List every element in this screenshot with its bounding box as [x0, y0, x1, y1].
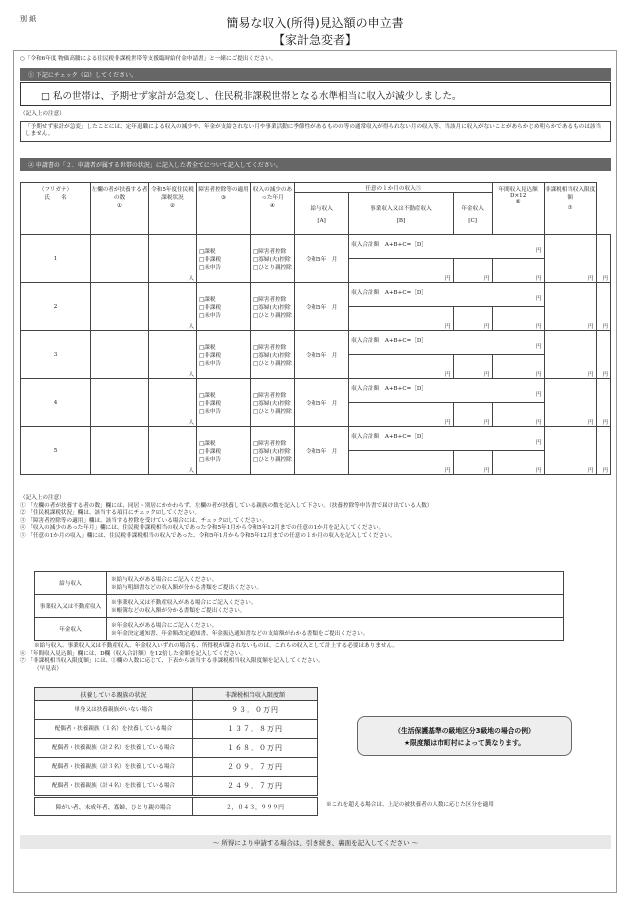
col-income-sub [349, 193, 453, 235]
limit-input[interactable] [596, 379, 610, 427]
row-number [21, 379, 91, 427]
limits-status: 配偶者・扶養親族（計２名）を扶養している場合 [35, 739, 193, 758]
unit-yen: 円 [484, 324, 490, 330]
note1-head: （記入上の注意） [20, 111, 65, 117]
notes3 [20, 643, 611, 673]
reduction-month-input[interactable] [295, 235, 349, 283]
reduction-month-input[interactable] [295, 331, 349, 379]
unit-yen: 円 [536, 439, 542, 446]
ym-text: 令和5年 月 [305, 352, 338, 359]
col-number: ① [116, 203, 122, 209]
tax-checkbox[interactable]: □課税 [199, 440, 216, 447]
unit-yen: 円 [588, 372, 594, 378]
tax-checkbox[interactable]: □課税 [199, 344, 216, 351]
disability-checks[interactable] [251, 235, 295, 283]
total-label: 収入合計額 A+B+C=［D］ [351, 241, 427, 248]
limits-row [35, 758, 318, 777]
dependents-input[interactable] [149, 379, 197, 427]
limits-value: ２４９．７万円 [193, 777, 318, 796]
tax-status-checks[interactable] [197, 427, 251, 475]
tax-status-checks[interactable] [197, 283, 251, 331]
sudden-change-checkbox[interactable]: □ 私の世帯は、予期せず家計が急変し、住民税非課税世帯となる水準相当に収入が減少しました。 [20, 82, 611, 106]
notes2-line: ⑤ 「任意の1か月の収入」欄には、住民税非課税相当の収入であった、令和5年1月から令和5年12月までの任意の１か月の収入を記入してください。 [20, 532, 396, 539]
unit-nin: 人 [188, 420, 194, 426]
unit-yen: 円 [536, 324, 542, 330]
col-income-sub [295, 193, 349, 235]
tax-status-checks[interactable] [197, 379, 251, 427]
unit-yen: 円 [602, 324, 608, 330]
limits-status: 単身又は扶養親族がいない場合 [35, 701, 193, 720]
deduction-checkbox[interactable]: □障害者控除 [253, 392, 287, 399]
row-number [21, 283, 91, 331]
tax-checkbox[interactable]: □非課税 [199, 304, 222, 311]
deduction-checkbox[interactable]: □寡婦(夫)控除 [253, 352, 291, 359]
income-notes-table [34, 571, 564, 641]
business-input[interactable] [453, 403, 492, 427]
income-total-input[interactable] [349, 331, 544, 355]
page-title: 簡易な収入(所得)見込額の申立書 [226, 16, 404, 30]
reduction-month-input[interactable] [295, 283, 349, 331]
note1-body: 「予期せず家計が急変」したことには、定年退職による収入の減少や、年金が支給されない月や事業活動に季節性があるものの等の通常収入が得られない月の収入等、当該月に収入がないことがあらかじめ明らかであるものは該当しません。 [20, 121, 611, 142]
salary-input[interactable] [349, 451, 453, 475]
name-input[interactable] [91, 379, 149, 427]
col-income-sub [453, 193, 492, 235]
unit-yen: 円 [484, 372, 490, 378]
table-row [21, 331, 611, 355]
notes2-line: ① 「左欄の者が扶養する者の数」欄には、同居・別居にかかわらず、左欄の者が扶養している親族の数を記入して下さい。（扶養控除等申告書で届け出ている人数） [20, 502, 433, 509]
dependents-input[interactable] [149, 331, 197, 379]
disability-checks[interactable] [251, 379, 295, 427]
tax-checkbox[interactable]: □非課税 [199, 448, 222, 455]
notes2 [20, 495, 611, 540]
ym-text: 令和5年 月 [305, 256, 338, 263]
limits-row [35, 720, 318, 739]
table-row [21, 283, 611, 307]
pension-input[interactable] [492, 451, 544, 475]
income-type: 年金収入 [35, 618, 107, 641]
tax-checkbox[interactable]: □未申告 [199, 360, 222, 367]
unit-yen: 円 [602, 372, 608, 378]
unit-yen: 円 [536, 247, 542, 254]
unit-yen: 円 [588, 468, 594, 474]
salary-input[interactable] [349, 259, 453, 283]
income-note-a: ※年金収入がある場合にご記入ください。 [111, 623, 218, 629]
limits-header-status: 扶養している親族の状況 [35, 688, 193, 701]
salary-input[interactable] [349, 355, 453, 379]
unit-yen: 円 [484, 468, 490, 474]
row-number [21, 235, 91, 283]
tax-checkbox[interactable]: □未申告 [199, 408, 222, 415]
income-type: 事業収入又は不動産収入 [35, 595, 107, 618]
disability-checks[interactable] [251, 427, 295, 475]
limits-table [34, 687, 318, 796]
notes3-line: ⑥ 「年間収入見込額」欄には、D欄（収入合計額）を12倍した金額を記入してください。 [20, 650, 246, 657]
unit-yen: 円 [536, 391, 542, 398]
row-number-text: 4 [53, 399, 58, 406]
col-dependents-header-text: 左欄の者が扶養する者の数 [91, 187, 148, 201]
col-annual-text: 年間収入見込額 [498, 187, 538, 193]
row-number-text: 1 [53, 255, 58, 262]
income-total-input[interactable] [349, 283, 544, 307]
special-note: ※これを超える場合は、上記の被扶養者の人数に応じた区分を適用 [326, 802, 494, 808]
tax-checkbox[interactable]: □課税 [199, 296, 216, 303]
unit-nin: 人 [188, 468, 194, 474]
unit-yen: 円 [588, 420, 594, 426]
deduction-checkbox[interactable]: □ひとり親控除 [253, 312, 292, 319]
income-type: 給与収入 [35, 572, 107, 595]
unit-yen: 円 [602, 420, 608, 426]
income-note-b: ※給与明細書などの収入額が分かる書類をご提出ください。 [111, 585, 263, 591]
col-reduction-month-header-text: 収入の減少のあった年月 [252, 187, 293, 201]
deduction-checkbox[interactable]: □ひとり親控除 [253, 408, 292, 415]
limit-input[interactable] [596, 235, 610, 283]
col-disability-header [197, 183, 251, 235]
tax-checkbox[interactable]: □課税 [199, 248, 216, 255]
special-value: ２，０４３，９９９円 [193, 798, 318, 816]
tax-status-checks[interactable] [197, 331, 251, 379]
income-note [107, 618, 564, 641]
row-number [21, 331, 91, 379]
notes3-line: ⑦ 「非課税相当収入限度額」には、①欄の人数に応じて、下表から該当する非課税相当収入限度額を記入してください。 [20, 658, 324, 665]
income-note-a: ※給与収入がある場合にご記入ください。 [111, 577, 218, 583]
unit-yen: 円 [445, 372, 451, 378]
income-note-b: ※年金決定通知書、年金額改定通知書、年金振込通知書などの支給額がわかる書類をご提出ください。 [111, 631, 369, 637]
tax-status-checks[interactable] [197, 235, 251, 283]
unit-yen: 円 [536, 420, 542, 426]
tax-checkbox[interactable]: □非課税 [199, 400, 222, 407]
limits-row [35, 739, 318, 758]
tax-checkbox[interactable]: □課税 [199, 392, 216, 399]
col-number: ② [169, 203, 175, 209]
col-number: ⑦ [567, 205, 573, 211]
section1-bar: ① 下記にチェック（☑）してください。 [20, 68, 611, 81]
dependents-input[interactable] [149, 283, 197, 331]
name-input[interactable] [91, 283, 149, 331]
limits-row [35, 777, 318, 796]
deduction-checkbox[interactable]: □寡婦(夫)控除 [253, 304, 291, 311]
col-tax-status-header-text: 令和5年度住民税課税状況 [151, 187, 194, 201]
total-label: 収入合計額 A+B+C=［D］ [351, 385, 427, 392]
total-label: 収入合計額 A+B+C=［D］ [351, 433, 427, 440]
col-number: ④ [269, 203, 275, 209]
col-limit-header [544, 183, 596, 235]
disability-checks[interactable] [251, 283, 295, 331]
unit-yen: 円 [536, 343, 542, 350]
limits-value: ２０９．７万円 [193, 758, 318, 777]
unit-yen: 円 [484, 420, 490, 426]
unit-yen: 円 [445, 468, 451, 474]
col-annual-formula: D×12 [509, 193, 527, 199]
annual-income-input[interactable] [544, 427, 596, 475]
col-income-sub-mark: [B] [396, 217, 406, 224]
limits-status: 配偶者・扶養親族（１名）を扶養している場合 [35, 720, 193, 739]
special-status: 障がい者、未成年者、寡婦、ひとり親の場合 [35, 798, 193, 816]
ym-text: 令和5年 月 [305, 400, 338, 407]
business-input[interactable] [453, 307, 492, 331]
notes3-line: （早見表） [34, 665, 62, 672]
row-number-text: 2 [53, 303, 58, 310]
table-row [21, 379, 611, 403]
unit-yen: 円 [536, 468, 542, 474]
row-number-text: 3 [53, 351, 58, 358]
annual-income-input[interactable] [544, 379, 596, 427]
annual-income-input[interactable] [544, 283, 596, 331]
unit-yen: 円 [602, 468, 608, 474]
income-total-input[interactable] [349, 379, 544, 403]
tax-checkbox[interactable]: □未申告 [199, 264, 222, 271]
limits-row [35, 701, 318, 720]
tax-checkbox[interactable]: □未申告 [199, 312, 222, 319]
pension-input[interactable] [492, 355, 544, 379]
limits-status: 配偶者・扶養親族（計４名）を扶養している場合 [35, 777, 193, 796]
row-number [21, 427, 91, 475]
name-input[interactable] [91, 331, 149, 379]
col-income-sub-label: 給与収入 [310, 205, 333, 212]
business-input[interactable] [453, 355, 492, 379]
col-tax-status-header [149, 183, 197, 235]
deduction-checkbox[interactable]: □寡婦(夫)控除 [253, 400, 291, 407]
members-table [20, 182, 611, 475]
deduction-checkbox[interactable]: □障害者控除 [253, 440, 287, 447]
col-number: ⑥ [515, 199, 521, 205]
col-monthly-income-header: 任意の１か月の収入⑤ [295, 183, 493, 193]
col-name-header-text: （フリガナ） [38, 187, 73, 193]
unit-nin: 人 [188, 324, 194, 330]
name-input[interactable] [91, 235, 149, 283]
unit-yen: 円 [536, 372, 542, 378]
col-income-sub-label: 事業収入又は不動産収入 [370, 205, 432, 212]
limit-input[interactable] [596, 331, 610, 379]
note1 [20, 111, 611, 142]
unit-yen: 円 [445, 420, 451, 426]
footer-note: ～ 所得により申請する場合は、引き続き、裏面を記入してください ～ [20, 835, 611, 849]
col-number: ③ [220, 195, 226, 201]
dependents-input[interactable] [149, 427, 197, 475]
unit-yen: 円 [602, 276, 608, 282]
tax-checkbox[interactable]: □非課税 [199, 256, 222, 263]
limit-input[interactable] [596, 427, 610, 475]
total-label: 収入合計額 A+B+C=［D］ [351, 337, 427, 344]
limits-value: １６８．０万円 [193, 739, 318, 758]
special-limit-table [34, 797, 318, 816]
deduction-checkbox[interactable]: □ひとり親控除 [253, 264, 292, 271]
unit-yen: 円 [536, 276, 542, 282]
callout-line2: ★限度額は市町村によって異なります。 [403, 739, 526, 748]
reduction-month-input[interactable] [295, 427, 349, 475]
unit-yen: 円 [588, 276, 594, 282]
income-total-input[interactable] [349, 235, 544, 259]
tax-checkbox[interactable]: □非課税 [199, 352, 222, 359]
row-number-text: 5 [53, 447, 58, 454]
reduction-month-input[interactable] [295, 379, 349, 427]
callout-line1: （生活保護基準の級地区分3級地の場合の例） [394, 727, 535, 735]
pension-input[interactable] [492, 259, 544, 283]
unit-nin: 人 [188, 372, 194, 378]
col-dependents-header [91, 183, 149, 235]
col-disability-header-text: 障害者控除等の適用 [198, 187, 249, 193]
col-income-sub-mark: [C] [468, 217, 477, 224]
notes2-line: ② 「住民税課税状況」欄は、該当する項目にチェック☑してください。 [20, 510, 201, 517]
business-input[interactable] [453, 451, 492, 475]
income-note-b: ※帳簿などの収入額が分かる書類をご提出ください。 [111, 608, 246, 614]
dependents-input[interactable] [149, 235, 197, 283]
deduction-checkbox[interactable]: □ひとり親控除 [253, 456, 292, 463]
table-row [21, 235, 611, 259]
col-limit-text: 非課税相当収入限度額 [544, 187, 596, 201]
deduction-checkbox[interactable]: □寡婦(夫)控除 [253, 256, 291, 263]
col-name-header [21, 183, 91, 235]
notes2-line: ④ 「収入の減少のあった年月」欄には、住民税非課税相当の収入であった令和5年1月から令和5年12月までの任意の1か月を記入してください。 [20, 525, 385, 532]
deduction-checkbox[interactable]: □障害者控除 [253, 296, 287, 303]
pension-input[interactable] [492, 403, 544, 427]
col-reduction-month-header [251, 183, 295, 235]
page-subtitle: 【家計急変者】 [272, 33, 357, 47]
limits-value: ９３．０万円 [193, 701, 318, 720]
table-row [21, 427, 611, 451]
income-note [107, 595, 564, 618]
intro-text: ○「令和6年度 物価高騰による住民税非課税世帯等支援臨時給付金申請書」と一緒にご提出ください。 [20, 56, 277, 62]
example-callout [357, 716, 572, 756]
income-total-input[interactable] [349, 427, 544, 451]
deduction-checkbox[interactable]: □ひとり親控除 [253, 360, 292, 367]
income-note-a: ※事業収入又は不動産収入がある場合にご記入ください。 [111, 600, 257, 606]
deduction-checkbox[interactable]: □寡婦(夫)控除 [253, 448, 291, 455]
limits-value: １３７．８万円 [193, 720, 318, 739]
ym-text: 令和5年 月 [305, 304, 338, 311]
notes2-head: （記入上の注意） [20, 495, 65, 501]
disability-checks[interactable] [251, 331, 295, 379]
ym-text: 令和5年 月 [305, 448, 338, 455]
deduction-checkbox[interactable]: □障害者控除 [253, 248, 287, 255]
col-income-sub-mark: [A] [317, 217, 326, 224]
unit-nin: 人 [188, 276, 194, 282]
unit-yen: 円 [445, 276, 451, 282]
bekki-label: 別 紙 [20, 15, 37, 23]
name-input[interactable] [91, 427, 149, 475]
tax-checkbox[interactable]: □未申告 [199, 456, 222, 463]
notes2-line: ③ 「障害者控除等の適用」欄は、該当する控除を受けている場合には、チェック☑してください。 [20, 517, 268, 524]
limit-input[interactable] [596, 283, 610, 331]
unit-yen: 円 [484, 276, 490, 282]
col-income-sub-label: 年金収入 [461, 205, 484, 212]
pension-input[interactable] [492, 307, 544, 331]
col-annual-header [492, 183, 544, 235]
total-label: 収入合計額 A+B+C=［D］ [351, 289, 427, 296]
col-name-sub: 氏 名 [44, 195, 67, 201]
business-input[interactable] [453, 259, 492, 283]
unit-yen: 円 [445, 324, 451, 330]
limits-status: 配偶者・扶養親族（計３名）を扶養している場合 [35, 758, 193, 777]
salary-input[interactable] [349, 403, 453, 427]
limits-header-value: 非課税相当収入限度額 [193, 688, 318, 701]
section2-bar: ② 申請書の「２．申請者が属する世帯の状況」に記入した者全てについて記入してください。 [20, 158, 611, 171]
annual-income-input[interactable] [544, 235, 596, 283]
unit-yen: 円 [536, 295, 542, 302]
annual-income-input[interactable] [544, 331, 596, 379]
unit-yen: 円 [588, 324, 594, 330]
deduction-checkbox[interactable]: □障害者控除 [253, 344, 287, 351]
salary-input[interactable] [349, 307, 453, 331]
notes3-line: ※給与収入、事業収入又は不動産収入、年金収入いずれの場合も、所得税が課されないものは、これらの収入として計上する必要はありません。 [34, 643, 398, 649]
income-note [107, 572, 564, 595]
